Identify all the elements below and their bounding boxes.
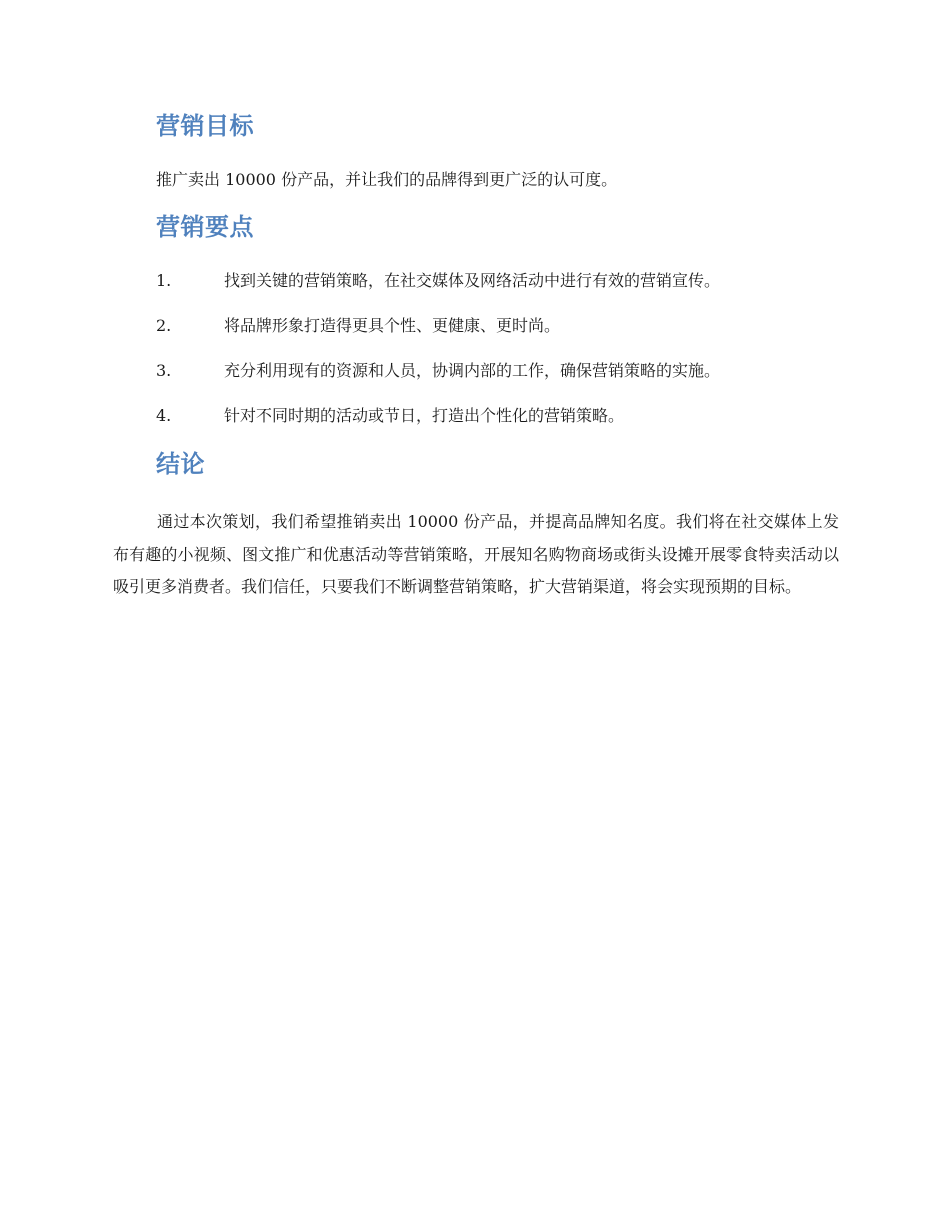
list-item-number: 2.: [156, 316, 172, 335]
heading-marketing-points: 营销要点: [156, 213, 254, 241]
heading-conclusion: 结论: [156, 450, 205, 478]
list-item-number: 4.: [156, 406, 172, 425]
conclusion-paragraph: 通过本次策划，我们希望推销卖出 10000 份产品，并提高品牌知名度。我们将在社交媒体上发布有趣的小视频、图文推广和优惠活动等营销策略，开展知名购物商场或街头设摊开展零食特卖活动以吸引更多消费者。我们信任，只要我们不断调整营销策略，扩大营销渠道，将会实现预期的目标。: [113, 512, 839, 596]
list-item-number: 3.: [156, 361, 172, 380]
heading-marketing-goal: 营销目标: [156, 112, 254, 140]
goal-paragraph: 推广卖出 10000 份产品，并让我们的品牌得到更广泛的认可度。: [156, 170, 618, 189]
list-item-text: 将品牌形象打造得更具个性、更健康、更时尚。: [224, 316, 561, 335]
list-item-text: 针对不同时期的活动或节日，打造出个性化的营销策略。: [224, 406, 625, 425]
list-item-number: 1.: [156, 271, 172, 290]
list-item-text: 充分利用现有的资源和人员，协调内部的工作，确保营销策略的实施。: [224, 361, 721, 380]
list-item-text: 找到关键的营销策略，在社交媒体及网络活动中进行有效的营销宣传。: [224, 271, 721, 290]
